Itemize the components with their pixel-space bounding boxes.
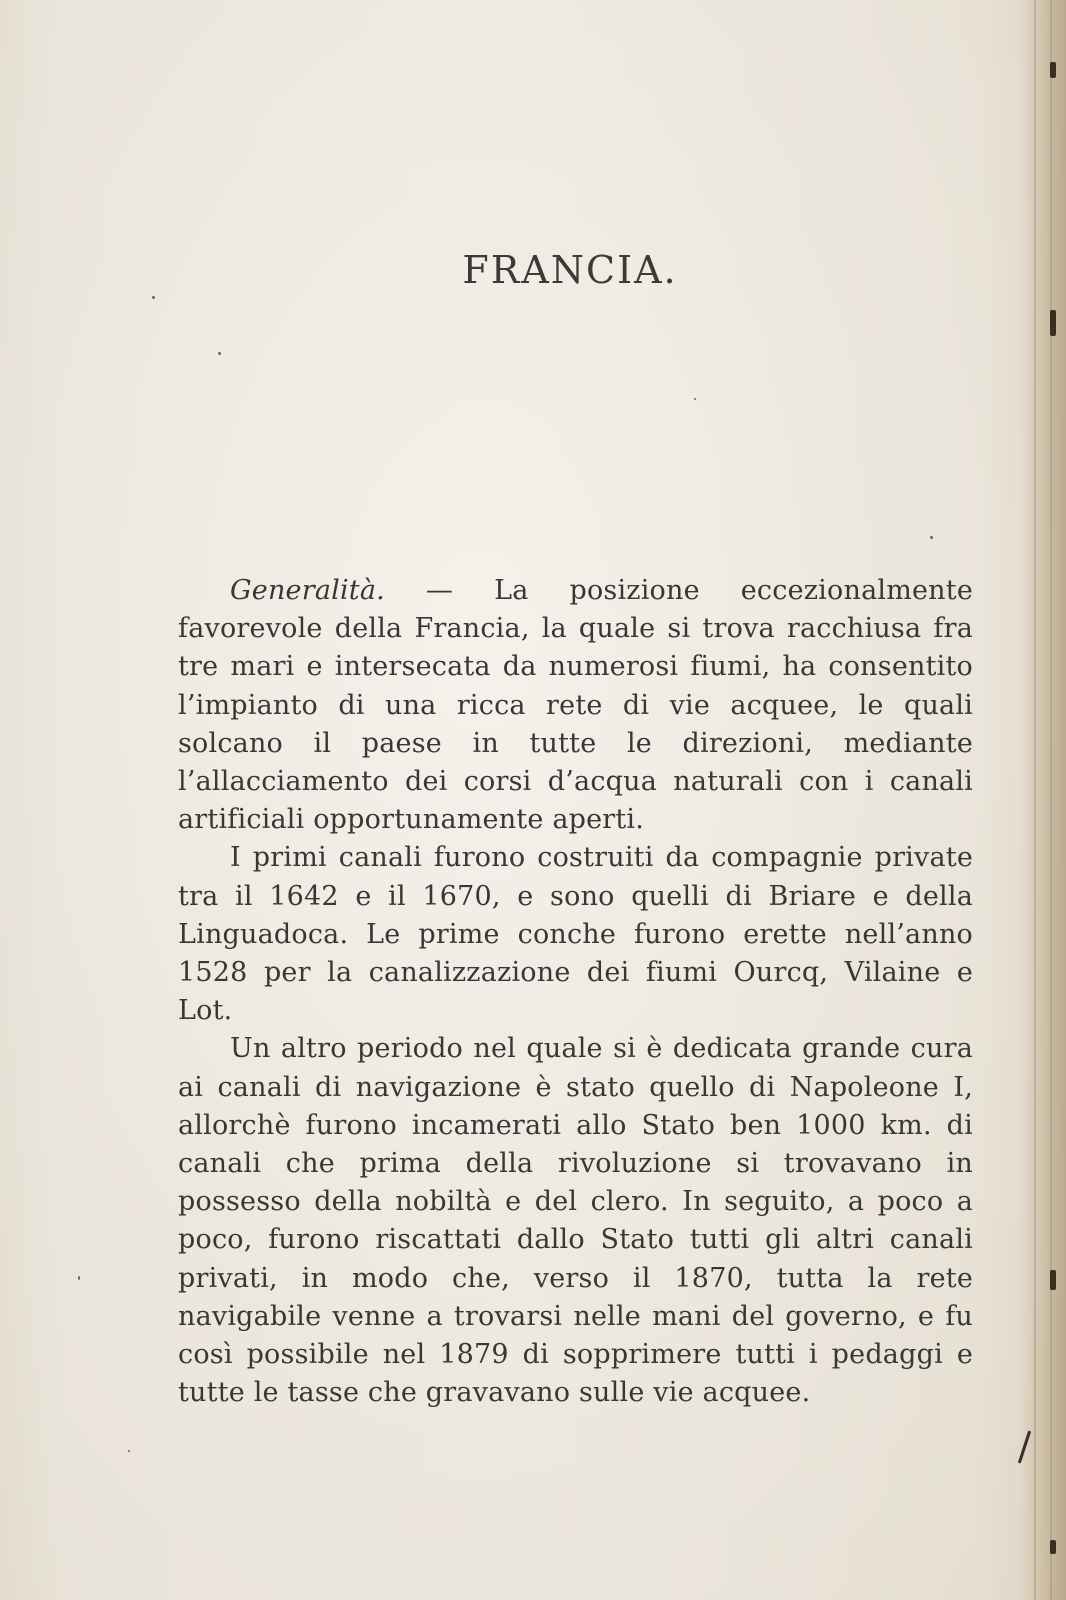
paragraph-generalita [178,572,973,839]
page-edge-shadow [1020,0,1066,1600]
paper-speck [218,352,221,355]
page-edge-line [1050,0,1052,1600]
chapter-title: FRANCIA. [462,248,678,292]
binding-mark [1050,1540,1056,1554]
page-edge-line [1034,0,1036,1600]
binding-mark [1050,1270,1056,1290]
paper-speck [694,398,696,400]
paragraph-text: — La posizione eccezionalmente favorevole della Francia, la quale si trova racchiusa fra tre mari e intersecata da numerosi fiumi, ha consentito l’impianto di una ricca rete di vie acquee, le quali solcano il paese in tutte le direzioni, mediante l’allacciamento dei corsi d’acqua naturali con i canali artificiali opportunamente aperti. [178,575,973,836]
paper-speck [128,1450,130,1452]
paragraph-text: Un altro periodo nel quale si è dedicata grande cura ai canali di navigazione è stato quello di Napoleone I, allorchè furono incamerati allo Stato ben 1000 km. di canali che prima della rivoluzione si trovavano in possesso della nobiltà e del clero. In seguito, a poco a poco, furono riscattati dallo Stato tutti gli altri canali privati, in modo che, verso il 1870, tutta la rete navigabile venne a trovarsi nelle mani del governo, e fu così possibile nel 1879 di sopprimere tutti i pedaggi e tutte le tasse che gravavano sulle vie acquee. [178,1033,973,1409]
paragraph-primi-canali [178,839,973,1030]
paper-speck [152,296,155,299]
binding-mark [1050,62,1056,78]
run-in-heading: Generalità. [230,575,385,606]
paper-speck [78,1276,80,1280]
paragraph-napoleone [178,1030,973,1412]
body-text [178,572,973,1412]
paper-speck [930,536,933,539]
paragraph-text: I primi canali furono costruiti da compagnie private tra il 1642 e il 1670, e sono quelli di Briare e della Linguadoca. Le prime conche furono erette nell’anno 1528 per la canalizzazione dei fiumi Ourcq, Vilaine e Lot. [178,842,973,1027]
binding-mark [1050,310,1056,336]
